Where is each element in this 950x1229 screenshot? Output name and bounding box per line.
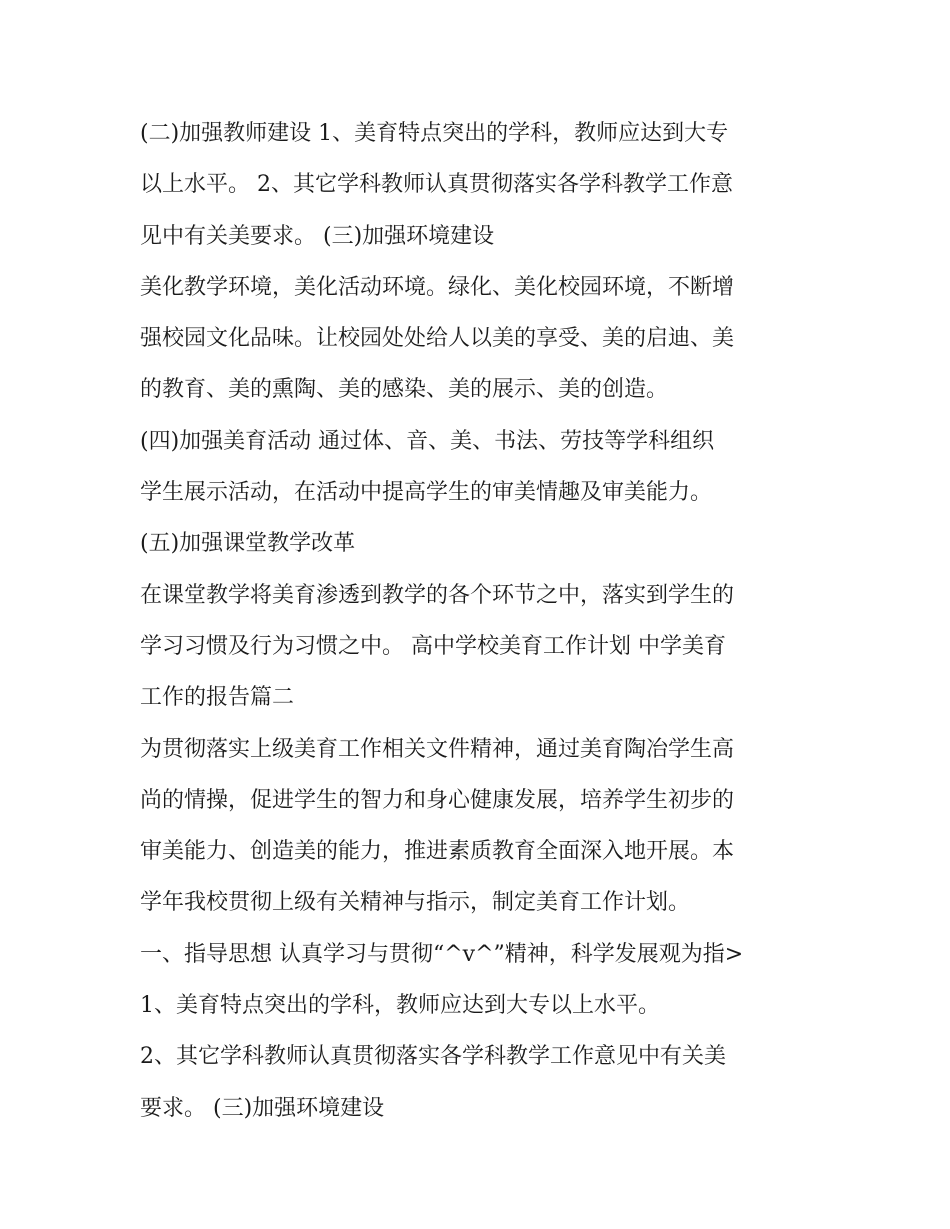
text-line: 美化教学环境，美化活动环境。绿化、美化校园环境，不断增 [140,274,735,300]
text-line: 以上水平。 2、其它学科教师认真贯彻落实各学科教学工作意 [140,172,733,198]
text-line: 尚的情操，促进学生的智力和身心健康发展，培养学生初步的 [140,787,735,813]
text-line: 学生展示活动，在活动中提高学生的审美情趣及审美能力。 [140,480,713,506]
text-line: 见中有关美要求。 (三)加强环境建设 [140,223,495,249]
text-line: (二)加强教师建设 1、美育特点突出的学科，教师应达到大专 [140,121,729,146]
text-line: 要求。 (三)加强环境建设 [140,1095,385,1121]
body-text [140,108,830,1134]
text-line: 在课堂教学将美育渗透到教学的各个环节之中，落实到学生的 [140,582,735,608]
text-line: 审美能力、创造美的能力，推进素质教育全面深入地开展。本 [140,839,735,865]
text-line: 1、美育特点突出的学科，教师应达到大专以上水平。 [140,993,660,1019]
text-line: 学年我校贯彻上级有关精神与指示，制定美育工作计划。 [140,890,691,916]
text-line: 学习习惯及行为习惯之中。 高中学校美育工作计划 中学美育 [140,633,726,659]
text-line: 为贯彻落实上级美育工作相关文件精神，通过美育陶冶学生高 [140,736,735,762]
text-line: 强校园文化品味。让校园处处给人以美的享受、美的启迪、美 [140,326,735,352]
text-line: (五)加强课堂教学改革 [140,531,356,557]
text-line: 工作的报告篇二 [140,685,295,711]
text-line: 2、其它学科教师认真贯彻落实各学科教学工作意见中有关美 [140,1044,726,1070]
text-line: 的教育、美的熏陶、美的感染、美的展示、美的创造。 [140,377,669,403]
text-line: 一、指导思想 认真学习与贯彻“^v^”精神，科学发展观为指> [140,941,744,967]
text-line: (四)加强美育活动 通过体、音、美、书法、劳技等学科组织 [140,428,715,454]
